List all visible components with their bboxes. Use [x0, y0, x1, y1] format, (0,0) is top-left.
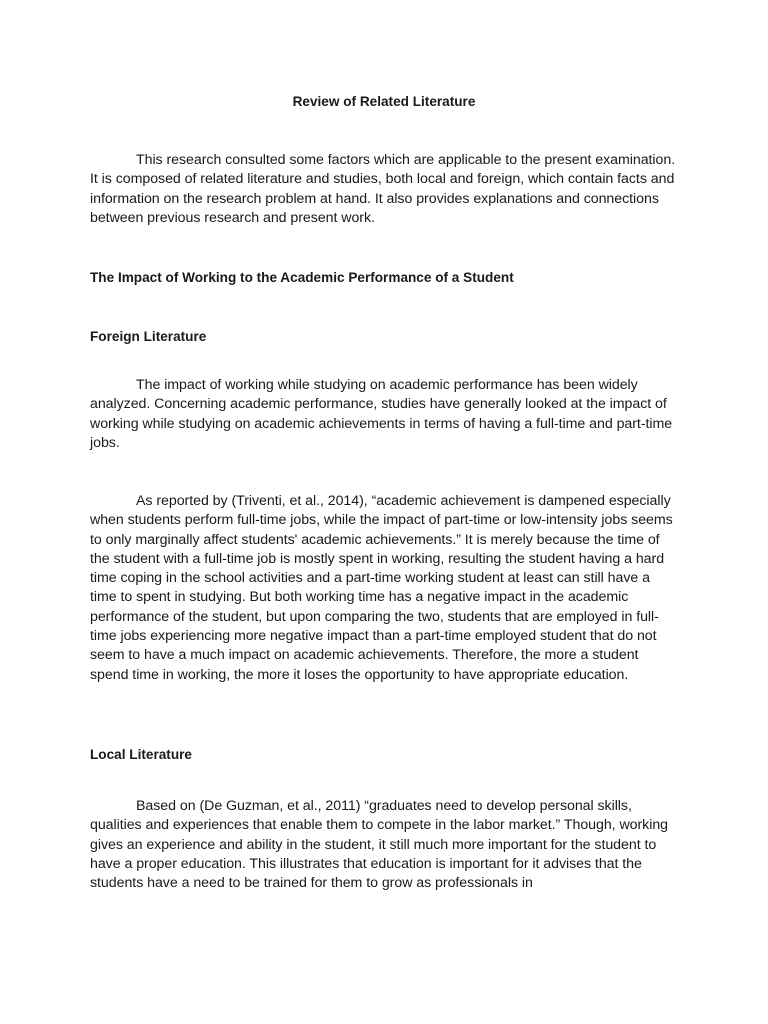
intro-paragraph: This research consulted some factors which are applicable to the present examination. It is composed of related literature and studies, both local and foreign, which contain facts and information on the research problem at hand. It also provides explanations and connections between previous research and present work. [90, 152, 676, 226]
section-heading: The Impact of Working to the Academic Performance of a Student [90, 270, 514, 285]
local-literature-heading: Local Literature [90, 747, 192, 762]
foreign-literature-heading: Foreign Literature [90, 329, 207, 344]
foreign-paragraph: The impact of working while studying on academic performance has been widely analyzed. Concerning academic performance, studies have generally looked at the impact of working while studying on academic achievements in terms of having a full-time and part-time jobs. [90, 377, 673, 451]
page-title: Review of Related Literature [292, 94, 476, 109]
local-paragraph: Based on (De Guzman, et al., 2011) “graduates need to develop personal skills, qualities and experiences that enable them to compete in the labor market.” Though, working gives an experience and ability in the student, it still much more important for the student to have a proper education. This illustrates that education is important for it advises that the students have a need to be trained for them to grow as professionals in [90, 798, 669, 892]
foreign-paragraph: As reported by (Triventi, et al., 2014), “academic achievement is dampened especially when students perform full-time jobs, while the impact of part-time or low-intensity jobs seems to only marginally affect students' academic achievements.” It is merely because the time of the student with a full-time job is mostly spent in working, resulting the student having a hard time coping in the school activities and a part-time working student at least can still have a time to spent in studying. But both working time has a negative impact in the academic performance of the student, but upon comparing the two, students that are employed in full-time jobs experiencing more negative impact than a part-time employed student that do not seem to have a much impact on academic achievements. Therefore, the more a student spend time in working, the more it loses the opportunity to have appropriate education. [90, 493, 673, 683]
